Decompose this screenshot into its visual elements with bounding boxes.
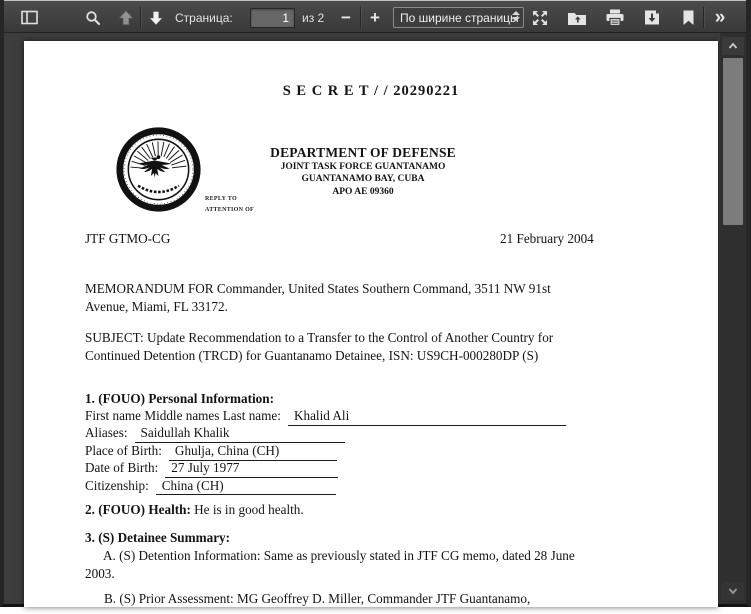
scroll-down-button[interactable] — [722, 582, 744, 600]
scroll-thumb[interactable] — [723, 58, 743, 225]
office-date-row — [85, 231, 654, 247]
field-label: Citizenship: — [85, 477, 149, 493]
subject-paragraph — [85, 329, 657, 365]
scroll-up-button[interactable] — [722, 37, 744, 55]
download-button[interactable] — [639, 1, 665, 34]
up-arrow-icon — [118, 10, 134, 26]
reply-to-label: REPLY TO — [205, 196, 237, 202]
field-value: China (CH) — [156, 477, 336, 496]
page-label: Страница: — [175, 10, 233, 25]
field-value: Saidullah Khalik — [135, 424, 345, 443]
detention-info-line1: A. (S) Detention Information: Same as previously stated in JTF CG memo, dated 28 June — [103, 548, 575, 563]
field-label: Date of Birth: — [85, 460, 159, 476]
prior-assessment-line: B. (S) Prior Assessment: MG Geoffrey D. Miller, Commander JTF Guantanamo, — [104, 591, 531, 606]
letterhead-line3: GUANTANAMO BAY, CUBA — [301, 174, 425, 184]
subject-line: SUBJECT: Update Recommendation to a Transfer to the Control of Another Country for — [85, 330, 554, 345]
attention-of-label: ATTENTION OF — [205, 207, 254, 214]
sidebar-toggle-icon — [21, 10, 38, 25]
bookmark-icon — [682, 10, 695, 26]
open-file-button[interactable] — [564, 1, 590, 34]
field-row — [85, 477, 657, 494]
section2-text: He is in good health. — [190, 502, 304, 517]
field-row — [85, 424, 657, 441]
print-button[interactable] — [602, 1, 628, 34]
section2-heading: 2. (FOUO) Health: — [85, 502, 191, 517]
page-count: из 2 — [302, 10, 325, 25]
select-spinner-icon — [512, 11, 520, 21]
memo-line: Avenue, Miami, FL 33172. — [85, 298, 228, 314]
field-label: First name Middle names Last name: — [85, 408, 281, 423]
document — [24, 41, 718, 607]
field-row — [85, 407, 657, 424]
printer-icon — [605, 9, 625, 26]
search-button[interactable] — [80, 1, 106, 34]
office-symbol: JTF GTMO-CG — [85, 231, 171, 246]
document-date: 21 February 2004 — [500, 231, 594, 246]
toolbar-separator — [140, 7, 141, 28]
letterhead — [202, 146, 524, 197]
field-label: Aliases: — [85, 425, 128, 441]
folder-open-icon — [567, 10, 587, 26]
reply-attention-block — [205, 194, 254, 217]
field-label: Place of Birth: — [85, 442, 162, 458]
chevron-up-icon — [728, 41, 738, 51]
zoom-in-button[interactable] — [362, 1, 388, 34]
vertical-scrollbar[interactable] — [720, 33, 746, 604]
field-row — [85, 442, 657, 459]
next-page-button[interactable] — [143, 1, 169, 34]
presentation-mode-button[interactable] — [527, 1, 553, 34]
chevron-down-icon — [728, 586, 738, 596]
search-icon — [85, 10, 101, 26]
previous-page-button[interactable] — [113, 1, 139, 34]
field-row — [85, 459, 657, 476]
field-value: 27 July 1977 — [165, 459, 338, 478]
toolbar — [4, 0, 746, 33]
memo-line: MEMORANDUM FOR Commander, United States Southern Command, 3511 NW 91st — [85, 281, 551, 296]
section1-heading: 1. (FOUO) Personal Information: — [85, 391, 274, 406]
pdf-page — [24, 41, 718, 607]
toolbar-separator — [703, 7, 704, 28]
memorandum-paragraph — [85, 280, 657, 316]
zoom-select[interactable] — [393, 7, 524, 28]
detention-info-line2: 2003. — [85, 566, 115, 581]
expand-arrows-icon — [531, 9, 549, 27]
viewer-area — [4, 33, 746, 604]
section3-heading: 3. (S) Detainee Summary: — [85, 530, 231, 545]
dod-seal — [116, 127, 201, 212]
zoom-out-button[interactable] — [333, 1, 359, 34]
letterhead-line1: DEPARTMENT OF DEFENSE — [270, 145, 456, 160]
plus-icon: + — [370, 8, 380, 27]
down-arrow-icon — [148, 10, 164, 26]
personal-info-fields — [85, 407, 657, 494]
bookmark-button[interactable] — [675, 1, 701, 34]
field-value: Ghulja, China (CH) — [169, 442, 337, 461]
subject-line: Continued Detention (TRCD) for Guantanamo Detainee, ISN: US9CH-000280DP (S) — [85, 347, 539, 363]
sidebar-toggle-button[interactable] — [16, 1, 42, 34]
download-icon — [643, 9, 661, 26]
toolbar-separator — [360, 7, 361, 28]
letterhead-line2: JOINT TASK FORCE GUANTANAMO — [280, 161, 446, 172]
letterhead-line4: APO AE 09360 — [332, 186, 394, 197]
section2-health — [85, 501, 657, 519]
classification-banner: S E C R E T / / 20290221 — [282, 83, 460, 99]
zoom-select-value: По ширине страницы — [400, 10, 519, 25]
more-tools-button[interactable] — [707, 1, 733, 34]
minus-icon: − — [341, 8, 351, 27]
page-input[interactable] — [250, 8, 295, 28]
double-chevron-icon: » — [714, 7, 726, 28]
field-value: Khalid Ali — [288, 407, 566, 426]
